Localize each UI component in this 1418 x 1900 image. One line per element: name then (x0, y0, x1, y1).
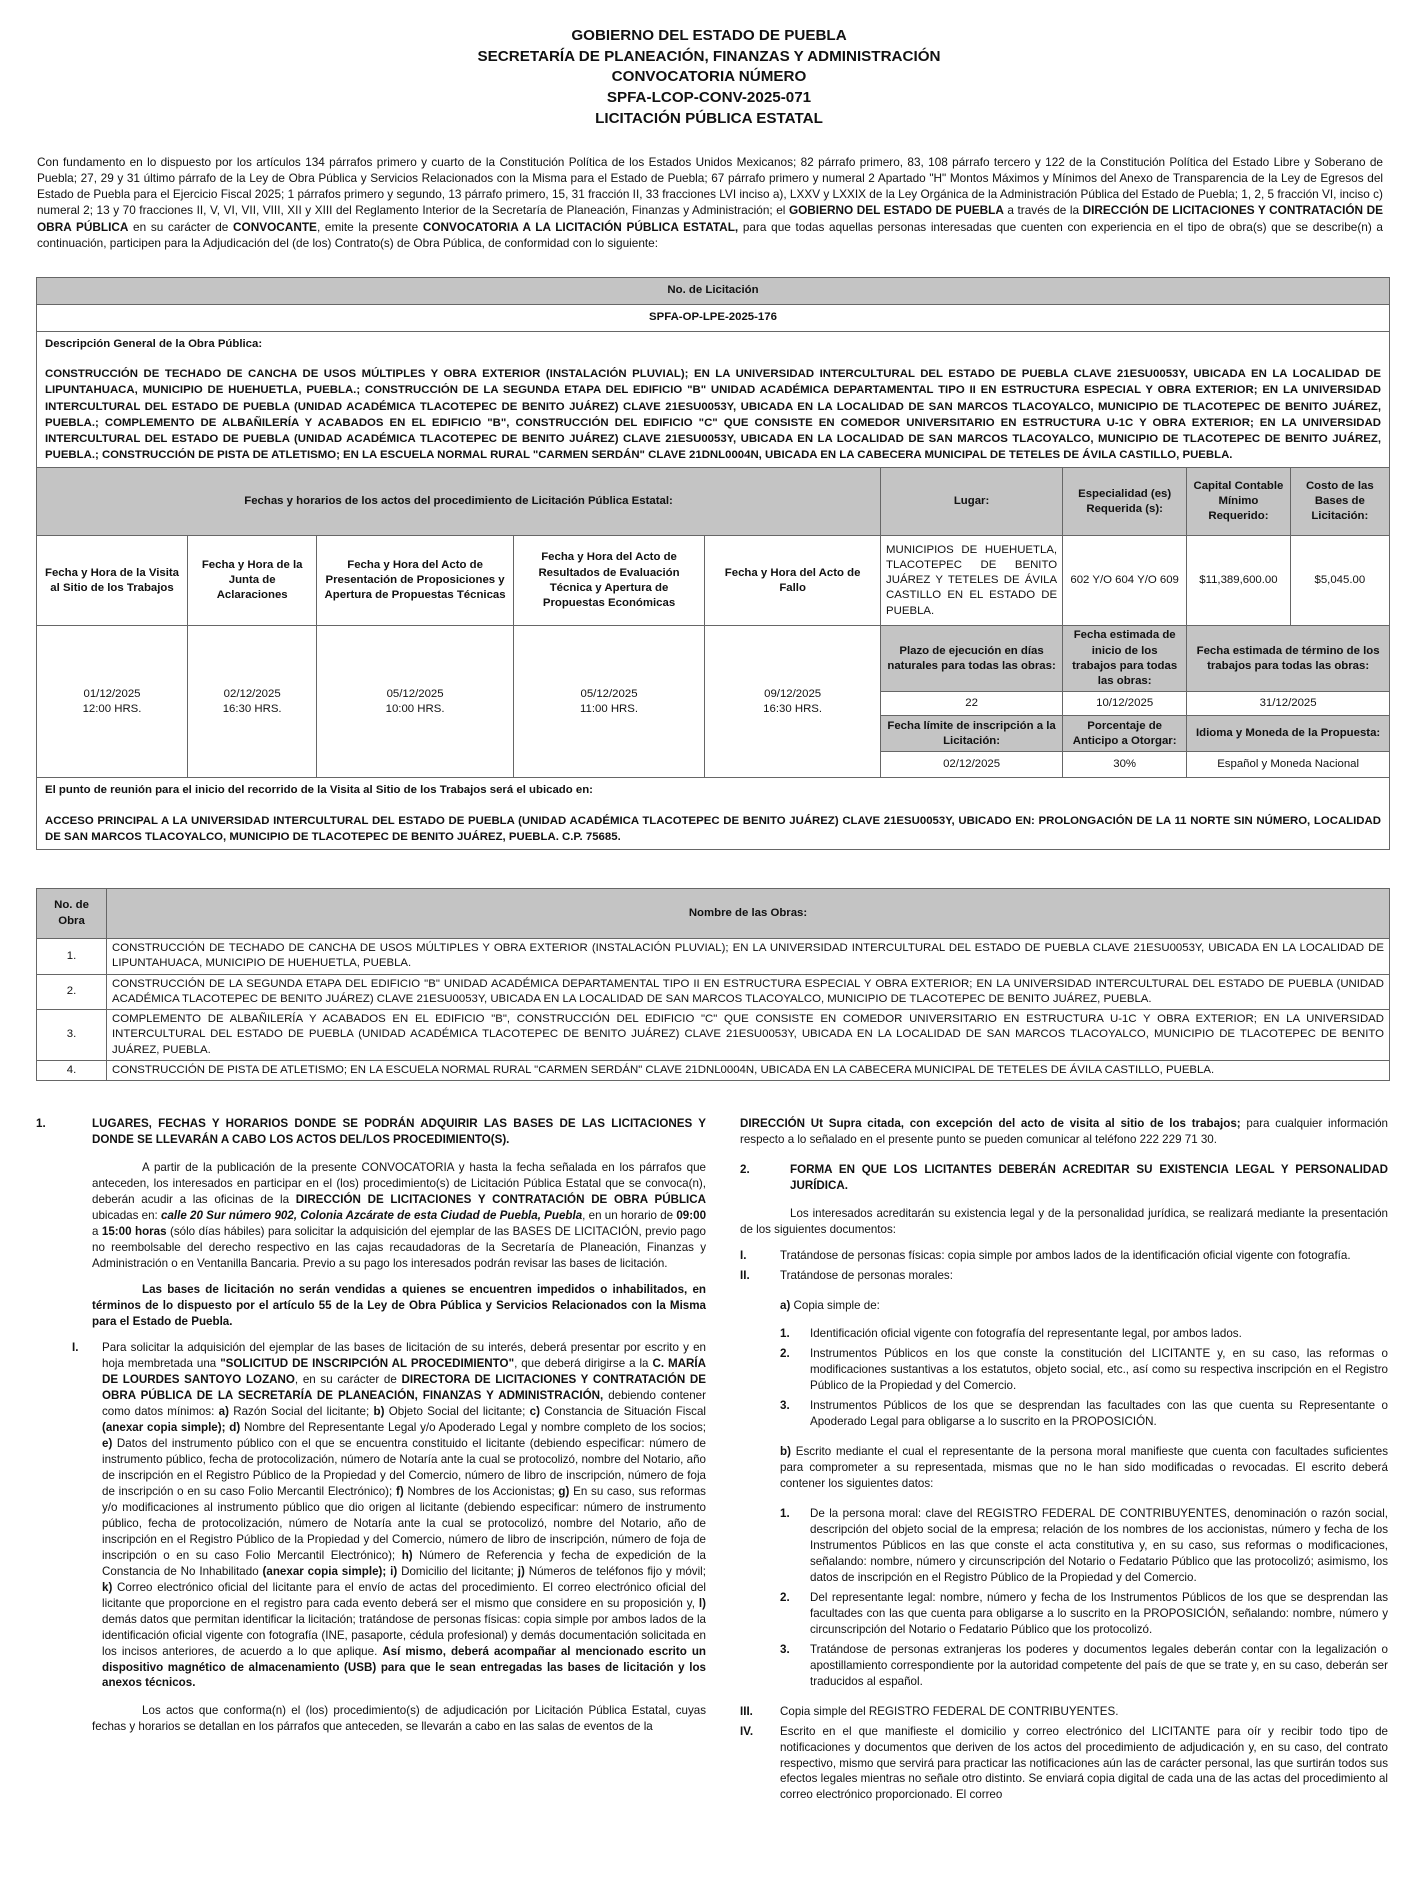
inicio-value: 10/12/2025 (1063, 692, 1187, 716)
section-1-paragraph (36, 1160, 706, 1272)
address-text: calle 20 Sur número 902, Colonia Azcárate de esta Ciudad de Puebla, Puebla (161, 1208, 583, 1222)
text: ubicadas en: (92, 1208, 162, 1222)
item-text: Identificación oficial vigente con fotografía del representante legal, por ambos lados. (810, 1326, 1242, 1340)
tender-table-wrapper (36, 277, 1390, 850)
section-2-item-i (740, 1248, 1388, 1264)
section-1-item-i (36, 1340, 706, 1692)
work-number: 2. (37, 974, 107, 1010)
work-number: 3. (37, 1010, 107, 1061)
text: Objeto Social del licitante; (384, 1404, 530, 1418)
termino-label: Fecha estimada de término de los trabajos para todas las obras: (1187, 626, 1390, 692)
text: Domicilio del licitante; (397, 1564, 518, 1578)
bold-text: f) (396, 1484, 404, 1498)
text: Nombres de los Accionistas; (403, 1484, 559, 1498)
left-column (36, 1116, 706, 1745)
resultados-cell (513, 626, 704, 778)
intro-text: Con fundamento en lo dispuesto por los artículos 134 párrafos primero y cuarto de la Constitución Política de los Estados Unidos Mexicanos; 82 párrafo primero, 83, 108 párrafo tercero y 122 de la Constitución Política del Estado Libre y Soberano de Puebla; 27, 29 y 31 último párrafo de la Ley de Obra Pública y Servicios Relacionados con la Misma para el Estado de Puebla; 67 párrafo primero y numeral 2 Apartado "H" Montos Máximos y Mínimos del Anexo de Transparencia de la Ley de Egresos del Estado de Puebla para el Ejercicio Fiscal 2025; 1 párrafos primero y segundo, 13 párrafo primero, 15, 31 fracción II, 33 fracciones LVI inciso a), LXXV y LXXIX de la Ley Orgánica de la Administración Pública del Estado de Puebla; 1, 2, 5 fracción VI, inciso c) numeral 2; 13 y 70 fracciones II, V, VI, VII, VIII, XII y XIII del Reglamento Interior de la Secretaría de Planeación, Finanzas y Administración; el (37, 155, 1383, 218)
section-2-number: 2. (740, 1162, 750, 1176)
bold-text: b) (373, 1404, 385, 1418)
subsection-b (740, 1444, 1388, 1492)
item-number: III. (740, 1704, 753, 1718)
lugar-label: Lugar: (881, 468, 1063, 536)
bold-text: "SOLICITUD DE INSCRIPCIÓN AL PROCEDIMIENTO" (220, 1356, 515, 1370)
table-row (37, 1010, 1390, 1061)
section-2-title: FORMA EN QUE LOS LICITANTES DEBERÁN ACREDITAR SU EXISTENCIA LEGAL Y PERSONALIDAD JURÍDICA. (790, 1162, 1388, 1192)
junta-time: 16:30 HRS. (222, 702, 282, 715)
work-number: 4. (37, 1060, 107, 1080)
text: Constancia de Situación Fiscal (539, 1404, 707, 1418)
work-number: 1. (37, 939, 107, 975)
inicio-label: Fecha estimada de inicio de los trabajos para todas las obras: (1063, 626, 1187, 692)
presentacion-cell (317, 626, 514, 778)
subsection-a-item (740, 1326, 1388, 1342)
intro-text: a través de la (1003, 203, 1083, 218)
section-1-title: LUGARES, FECHAS Y HORARIOS DONDE SE PODRÁN ADQUIRIR LAS BASES DE LAS LICITACIONES Y DONDE SE LLEVARÁN A CABO LOS ACTOS DEL/LOS PROCEDIMIENTO(S). (92, 1117, 706, 1146)
visita-time: 12:00 HRS. (82, 702, 142, 715)
works-col-no: No. de Obra (37, 889, 107, 939)
anticipo-value: 30% (1063, 752, 1187, 778)
item-number: 3. (780, 1642, 790, 1656)
text: Para solicitar la adquisición del ejemplar de las bases de licitación de su interés, deberá presentar por escrito y en hoja membretada una (102, 1340, 706, 1370)
idioma-label: Idioma y Moneda de la Propuesta: (1187, 716, 1390, 752)
item-text: Tratándose de personas morales: (780, 1268, 953, 1282)
item-text: De la persona moral: clave del REGISTRO FEDERAL DE CONTRIBUYENTES, denominación o razón social, descripción del objeto social de la empresa; relación de los nombres de los accionistas, número y fecha de los Instrumentos Públicos en las que conste el acta constitutiva y, en su caso, sus reformas o modificaciones, señalando: nombre, número y circunscripción del Notario o Fedatario Público que las protocolizó; asimismo, los datos de inscripción en el Registro Público de la Propiedad y del Comercio. (810, 1506, 1388, 1584)
table-row (37, 1060, 1390, 1080)
text: Datos del instrumento público con el que se encuentra constituido el licitante (debiendo especificar: número de instrumento público, fecha de protocolización, número de Notaría ante la cual se protocolizó, nombre del Notario, año de inscripción en el Registro Público de la Propiedad y del Comercio, número de libro de inscripción, número de foja de inscripción o en su caso Folio Mercantil Electrónico); (102, 1436, 706, 1498)
section-1-closing: Los actos que conforma(n) el (los) procedimiento(s) de adjudicación por Licitación Pública Estatal, cuyas fechas y horarios se detallan en los párrafos que anteceden, se llevarán a cabo en las salas de eventos de la (92, 1704, 706, 1734)
bold-text: 15:00 horas (101, 1224, 167, 1238)
termino-value: 31/12/2025 (1187, 692, 1390, 716)
fallo-date: 09/12/2025 (764, 687, 822, 700)
bold-text: Así mismo, deberá acompañar al mencionado escrito un dispositivo magnético de almacenamiento (USB) para que le sean entregadas las bases de licitación y los anexos técnicos. (102, 1644, 706, 1690)
intro-bold: CONVOCANTE (233, 219, 317, 234)
fallo-cell (705, 626, 881, 778)
subsection-b-item (740, 1590, 1388, 1638)
item-number: IV. (740, 1724, 754, 1738)
section-1-heading (36, 1116, 706, 1148)
subsection-b-item (740, 1506, 1388, 1586)
intro-text: , emite la presente (316, 219, 423, 234)
junta-header: Fecha y Hora de la Junta de Aclaraciones (188, 536, 317, 626)
item-text: Tratándose de personas extranjeras los poderes y documentos legales deberán contar con la legalización o apostillamiento correspondiente por la autoridad competente del país de que se trate y, en su caso, deberán ser traducidos al español. (810, 1642, 1388, 1688)
presentacion-header: Fecha y Hora del Acto de Presentación de Proposiciones y Apertura de Propuestas Técnicas (317, 536, 514, 626)
bold-text: k) (102, 1580, 113, 1594)
resultados-time: 11:00 HRS. (580, 702, 639, 715)
section-2-item-iii (740, 1704, 1388, 1720)
bold-text: l) (698, 1596, 706, 1610)
anticipo-label: Porcentaje de Anticipo a Otorgar: (1063, 716, 1187, 752)
limite-label: Fecha límite de inscripción a la Licitación: (881, 716, 1063, 752)
item-text: Copia simple del REGISTRO FEDERAL DE CONTRIBUYENTES. (780, 1704, 1119, 1718)
bold-text: b) (780, 1444, 791, 1458)
text: A partir de la publicación de la presente CONVOCATORIA y hasta la fecha señalada en los párrafos que anteceden, los interesados en participar en el (los) procedimiento(s) de Licitación Pública Estatal que se convoca(n), deberán acudir a las oficinas de la (92, 1160, 706, 1206)
bold-text: DIRECCIÓN DE LICITACIONES Y CONTRATACIÓN DE OBRA PÚBLICA (295, 1192, 706, 1206)
header-licitacion-type: LICITACIÓN PÚBLICA ESTATAL (595, 109, 823, 127)
text: Números de teléfonos fijo y móvil; (524, 1564, 706, 1578)
text: debiendo contener como datos mínimos: (102, 1388, 706, 1418)
bold-text: DIRECTORA DE LICITACIONES Y CONTRATACIÓN DE OBRA PÚBLICA DE LA SECRETARÍA DE PLANEACIÓN, FINANZAS Y ADMINISTRACIÓN, (102, 1372, 706, 1402)
item-number: 2. (780, 1346, 790, 1360)
intro-paragraph (37, 154, 1383, 251)
subsection-b-item (740, 1642, 1388, 1690)
text: Número de Referencia y fecha de expedición de la Constancia de No Inhabilitado (102, 1548, 707, 1578)
fallo-header: Fecha y Hora del Acto de Fallo (705, 536, 881, 626)
section-1-continuation (740, 1116, 1388, 1148)
text: demás datos que permitan identificar la licitación; tratándose de personas físicas: copia simple por ambos lados de la identificación oficial vigente con fotografía (INE, pasaporte, cédula profesional) y demás documentación solicitada en los incisos anteriores, de acuerdo a lo que aplique. (102, 1612, 706, 1658)
text: En su caso, sus reformas y/o modificaciones al instrumento público que dio origen al licitante (debiendo especificar: número de instrumento público, fecha de protocolización, número de Notaría ante la cual se protocolizó, nombre del Notario, año de inscripción en el Registro Público de la Propiedad y del Comercio, número de libro de inscripción, número de foja de inscripción o en su caso Folio Mercantil Electrónico); (102, 1484, 706, 1562)
bold-text: h) (401, 1548, 413, 1562)
text: para cualquier información respecto a lo señalado en el presente punto se pueden comunicar al teléfono 222 229 71 30. (740, 1117, 1388, 1146)
table-row (37, 974, 1390, 1010)
subsection-a (740, 1298, 1388, 1314)
work-name: CONSTRUCCIÓN DE PISTA DE ATLETISMO; EN LA ESCUELA NORMAL RURAL "CARMEN SERDÁN" CLAVE 21DNL0004N, UBICADA EN LA CABECERA MUNICIPAL DE TETELES DE ÁVILA CASTILLO, PUEBLA. (107, 1060, 1390, 1080)
item-number: 1. (780, 1506, 790, 1520)
especialidad-label: Especialidad (es) Requerida (s): (1063, 468, 1187, 536)
intro-text: para que todas aquellas personas interesadas que cuenten con experiencia en el tipo de obra(s) que se describe(n) a continuación, participen para la Adjudicación del (de los) Contrato(s) de Obra Pública, de conformidad con lo siguiente: (37, 219, 1383, 250)
item-text: Instrumentos Públicos de los que se desprendan las facultades con las que cuenta su Representante o Apoderado Legal para obligarse a lo suscrito en la PROPOSICIÓN. (810, 1398, 1388, 1428)
bold-text: c) (529, 1404, 540, 1418)
intro-bold: DIRECCIÓN DE LICITACIONES Y CONTRATACIÓN DE OBRA PÚBLICA (37, 203, 1383, 234)
bold-text: j) (517, 1564, 525, 1578)
work-name: CONSTRUCCIÓN DE LA SEGUNDA ETAPA DEL EDIFICIO "B" UNIDAD ACADÉMICA DEPARTAMENTAL TIPO II EN ESTRUCTURA ESPECIAL Y OBRA EXTERIOR; EN LA UNIVERSIDAD INTERCULTURAL DEL ESTADO DE PUEBLA (UNIDAD ACADÉMICA TLACOTEPEC DE BENITO JUÁREZ) CLAVE 21ESU0053Y, UBICADA EN LA LOCALIDAD DE SAN MARCOS TLACOYALCO, MUNICIPIO DE TLACOTEPEC DE BENITO JUÁREZ, PUEBLA. (107, 974, 1390, 1010)
visita-date: 01/12/2025 (83, 687, 141, 700)
visita-cell (37, 626, 188, 778)
text: Correo electrónico oficial del licitante para el envío de actas del procedimiento. El correo electrónico oficial del licitante que proporcione en el registro para cada evento deberá ser el mismo que considere en su proposición y, (102, 1580, 706, 1610)
intro-bold: GOBIERNO DEL ESTADO DE PUEBLA (788, 203, 1004, 218)
item-text (102, 1340, 706, 1692)
text: , en un horario de (582, 1208, 677, 1222)
text: Nombre del Representante Legal y/o Apoderado Legal y nombre completo de los socios; (240, 1420, 706, 1434)
presentacion-date: 05/12/2025 (386, 687, 444, 700)
table-row (37, 939, 1390, 975)
subsection-a-item (740, 1398, 1388, 1430)
bold-text: DIRECCIÓN Ut Supra citada, con excepción del acto de visita al sitio de los trabajos; (740, 1117, 1241, 1130)
section-1-restriction: Las bases de licitación no serán vendidas a quienes se encuentren impedidos o inhabilitados, en términos de lo dispuesto por el artículo 55 de la Ley de Obra Pública y Servicios Relacionados con la Misma para el Estado de Puebla. (92, 1282, 706, 1328)
meeting-label: El punto de reunión para el inicio del recorrido de la Visita al Sitio de los Trabajos será el ubicado en: (45, 784, 593, 797)
text: a (92, 1224, 102, 1238)
document-header (0, 26, 1418, 129)
subsection-a-item (740, 1346, 1388, 1394)
header-convocatoria-label: CONVOCATORIA NÚMERO (611, 68, 807, 86)
meeting-point (37, 778, 1390, 850)
header-convocatoria-number: SPFA-LCOP-CONV-2025-071 (606, 89, 812, 107)
bold-text: (anexar copia simple); i) (262, 1564, 398, 1578)
bold-text: e) (102, 1436, 113, 1450)
tender-number-value: SPFA-OP-LPE-2025-176 (37, 305, 1390, 332)
intro-bold: CONVOCATORIA A LA LICITACIÓN PÚBLICA ESTATAL, (422, 219, 739, 234)
work-name: CONSTRUCCIÓN DE TECHADO DE CANCHA DE USOS MÚLTIPLES Y OBRA EXTERIOR (INSTALACIÓN PLUVIAL); EN LA UNIVERSIDAD INTERCULTURAL DEL ESTADO DE PUEBLA CLAVE 21ESU0053Y, UBICADA EN LA LOCALIDAD DE LIPUNTAHUACA, MUNICIPIO DE HUEHUETLA, PUEBLA. (107, 939, 1390, 975)
section-2-item-ii (740, 1268, 1388, 1284)
right-column (740, 1116, 1388, 1807)
tender-number-label: No. de Licitación (37, 278, 1390, 305)
costo-value: $5,045.00 (1290, 536, 1389, 626)
item-text: Del representante legal: nombre, número y fecha de los Instrumentos Públicos de los que se desprendan las facultades con las que cuenta para obligarse a lo suscrito en la PROPOSICIÓN, señalando: nombre, número y circunscripción del Notario o Fedatario Público que los protocolizó. (810, 1590, 1388, 1636)
works-col-name: Nombre de las Obras: (107, 889, 1390, 939)
item-number: II. (740, 1268, 750, 1282)
description-label: Descripción General de la Obra Pública: (45, 338, 263, 350)
resultados-date: 05/12/2025 (580, 687, 638, 700)
intro-text: en su carácter de (128, 219, 234, 234)
item-number: I. (740, 1248, 747, 1262)
section-2-heading (740, 1162, 1388, 1194)
capital-value: $11,389,600.00 (1187, 536, 1290, 626)
text: Razón Social del licitante; (228, 1404, 374, 1418)
text: Copia simple de: (790, 1298, 880, 1312)
capital-label: Capital Contable Mínimo Requerido: (1187, 468, 1290, 536)
plazo-value: 22 (881, 692, 1063, 716)
idioma-value: Español y Moneda Nacional (1187, 752, 1390, 778)
header-government: GOBIERNO DEL ESTADO DE PUEBLA (571, 27, 847, 44)
presentacion-time: 10:00 HRS. (385, 702, 445, 715)
bold-text: d) (229, 1420, 241, 1434)
dates-header: Fechas y horarios de los actos del procedimiento de Licitación Pública Estatal: (37, 468, 881, 536)
visita-header: Fecha y Hora de la Visita al Sitio de los Trabajos (37, 536, 188, 626)
plazo-label: Plazo de ejecución en días naturales para todas las obras: (881, 626, 1063, 692)
section-2-item-iv (740, 1724, 1388, 1804)
description-value: CONSTRUCCIÓN DE TECHADO DE CANCHA DE USOS MÚLTIPLES Y OBRA EXTERIOR (INSTALACIÓN PLUVIAL); EN LA UNIVERSIDAD INTERCULTURAL DEL ESTADO DE PUEBLA CLAVE 21ESU0053Y, UBICADA EN LA LOCALIDAD DE LIPUNTAHUACA, MUNICIPIO DE HUEHUETLA, PUEBLA.; CONSTRUCCIÓN DE LA SEGUNDA ETAPA DEL EDIFICIO "B" UNIDAD ACADÉMICA DEPARTAMENTAL TIPO II EN ESTRUCTURA ESPECIAL Y OBRA EXTERIOR; EN LA UNIVERSIDAD INTERCULTURAL DEL ESTADO DE PUEBLA (UNIDAD ACADÉMICA TLACOTEPEC DE BENITO JUÁREZ) CLAVE 21ESU0053Y, UBICADA EN LA LOCALIDAD DE SAN MARCOS TLACOYALCO, MUNICIPIO DE TLACOTEPEC DE BENITO JUÁREZ, PUEBLA.; COMPLEMENTO DE ALBAÑILERÍA Y ACABADOS EN EL EDIFICIO "B", CONSTRUCCIÓN DEL EDIFICIO "C" QUE CONSISTE EN COMEDOR UNIVERSITARIO EN ESTRUCTURA U-1C Y OBRA EXTERIOR; EN LA UNIVERSIDAD INTERCULTURAL DEL ESTADO DE PUEBLA (UNIDAD ACADÉMICA TLACOTEPEC DE BENITO JUÁREZ) CLAVE 21ESU0053Y, UBICADA EN LA LOCALIDAD DE SAN MARCOS TLACOYALCO, MUNICIPIO DE TLACOTEPEC DE BENITO JUÁREZ, PUEBLA.; CONSTRUCCIÓN DE PISTA DE ATLETISMO; EN LA ESCUELA NORMAL RURAL "CARMEN SERDÁN" CLAVE 21DNL0004N, UBICADA EN LA CABECERA MUNICIPAL DE TETELES DE ÁVILA CASTILLO, PUEBLA. (45, 368, 1381, 462)
bold-text: (anexar copia simple); (102, 1420, 226, 1434)
bold-text: a) (218, 1404, 229, 1418)
header-secretariat: SECRETARÍA DE PLANEACIÓN, FINANZAS Y ADMINISTRACIÓN (477, 47, 941, 65)
resultados-header: Fecha y Hora del Acto de Resultados de Evaluación Técnica y Apertura de Propuestas Económicas (513, 536, 704, 626)
section-2-intro: Los interesados acreditarán su existencia legal y de la personalidad jurídica, se realizará mediante la presentación de los siguientes documentos: (740, 1206, 1388, 1236)
lugar-value: MUNICIPIOS DE HUEHUETLA, TLACOTEPEC DE BENITO JUÁREZ Y TETELES DE ÁVILA CASTILLO EN EL ESTADO DE PUEBLA. (881, 536, 1063, 626)
text: Escrito mediante el cual el representante de la persona moral manifieste que cuenta con facultades suficientes para comprometer a su representada, mismas que no le han sido modificadas o revocadas. El escrito deberá contener los siguientes datos: (780, 1444, 1388, 1490)
item-number: 2. (780, 1590, 790, 1604)
item-number: 3. (780, 1398, 790, 1412)
item-number: 1. (780, 1326, 790, 1340)
item-text: Instrumentos Públicos en los que conste la constitución del LICITANTE y, en su caso, las reformas o modificaciones sustantivas a los estatutos, objeto social, etc., así como su respectiva inscripción en el Registro Público de la Propiedad y del Comercio. (810, 1346, 1388, 1392)
tender-table (36, 277, 1390, 850)
item-text: Tratándose de personas físicas: copia simple por ambos lados de la identificación oficial vigente con fotografía. (780, 1248, 1351, 1262)
junta-date: 02/12/2025 (223, 687, 281, 700)
item-number: I. (72, 1340, 79, 1354)
bold-text: C. MARÍA DE LOURDES SANTOYO LOZANO (102, 1356, 707, 1386)
text: (sólo días hábiles) para solicitar la adquisición del ejemplar de las BASES DE LICITACIÓN, previo pago no reembolsable del derecho respectivo en las cajas recaudadoras de la Secretaría de Planeación, Finanzas y Administración o en Ventanilla Bancaria. Previo a su pago los interesados podrán revisar las bases de licitación. (92, 1224, 706, 1270)
costo-label: Costo de las Bases de Licitación: (1290, 468, 1389, 536)
especialidad-value: 602 Y/O 604 Y/O 609 (1063, 536, 1187, 626)
bold-text: g) (558, 1484, 570, 1498)
works-table (36, 888, 1390, 1081)
tender-description (37, 332, 1390, 468)
text: , en su carácter de (294, 1372, 402, 1386)
section-1-number: 1. (36, 1117, 46, 1130)
item-text: Escrito en el que manifieste el domicilio y correo electrónico del LICITANTE para oír y recibir todo tipo de notificaciones y documentos que deriven de los actos del procedimiento de adjudicación y, en su caso, del contrato respectivo, mismo que servirá para practicar las notificaciones aún las de carácter personal, las que surtirán todos sus efectos legales mientras no señale otro distinto. Se enviará copia digital de cada una de las actas del procedimiento al correo electrónico proporcionado. El correo (780, 1724, 1388, 1802)
fallo-time: 16:30 HRS. (763, 702, 823, 715)
bold-text: a) (780, 1298, 791, 1312)
work-name: COMPLEMENTO DE ALBAÑILERÍA Y ACABADOS EN EL EDIFICIO "B", CONSTRUCCIÓN DEL EDIFICIO "C" QUE CONSISTE EN COMEDOR UNIVERSITARIO EN ESTRUCTURA U-1C Y OBRA EXTERIOR; EN LA UNIVERSIDAD INTERCULTURAL DEL ESTADO DE PUEBLA (UNIDAD ACADÉMICA TLACOTEPEC DE BENITO JUÁREZ) CLAVE 21ESU0053Y, UBICADA EN LA LOCALIDAD DE SAN MARCOS TLACOYALCO, MUNICIPIO DE TLACOTEPEC DE BENITO JUÁREZ, PUEBLA. (107, 1010, 1390, 1061)
junta-cell (188, 626, 317, 778)
limite-value: 02/12/2025 (881, 752, 1063, 778)
bold-text: 09:00 (676, 1208, 707, 1222)
meeting-value: ACCESO PRINCIPAL A LA UNIVERSIDAD INTERCULTURAL DEL ESTADO DE PUEBLA (UNIDAD ACADÉMICA TLACOTEPEC DE BENITO JUÁREZ) CLAVE 21ESU0053Y, UBICADO EN: PROLONGACIÓN DE LA 11 NORTE SIN NÚMERO, LOCALIDAD DE SAN MARCOS TLACOYALCO, MUNICIPIO DE TLACOTEPEC DE BENITO JUÁREZ, PUEBLA. C.P. 75685. (45, 814, 1381, 843)
works-table-wrapper (36, 888, 1390, 1081)
text: , que deberá dirigirse a la (514, 1356, 653, 1370)
